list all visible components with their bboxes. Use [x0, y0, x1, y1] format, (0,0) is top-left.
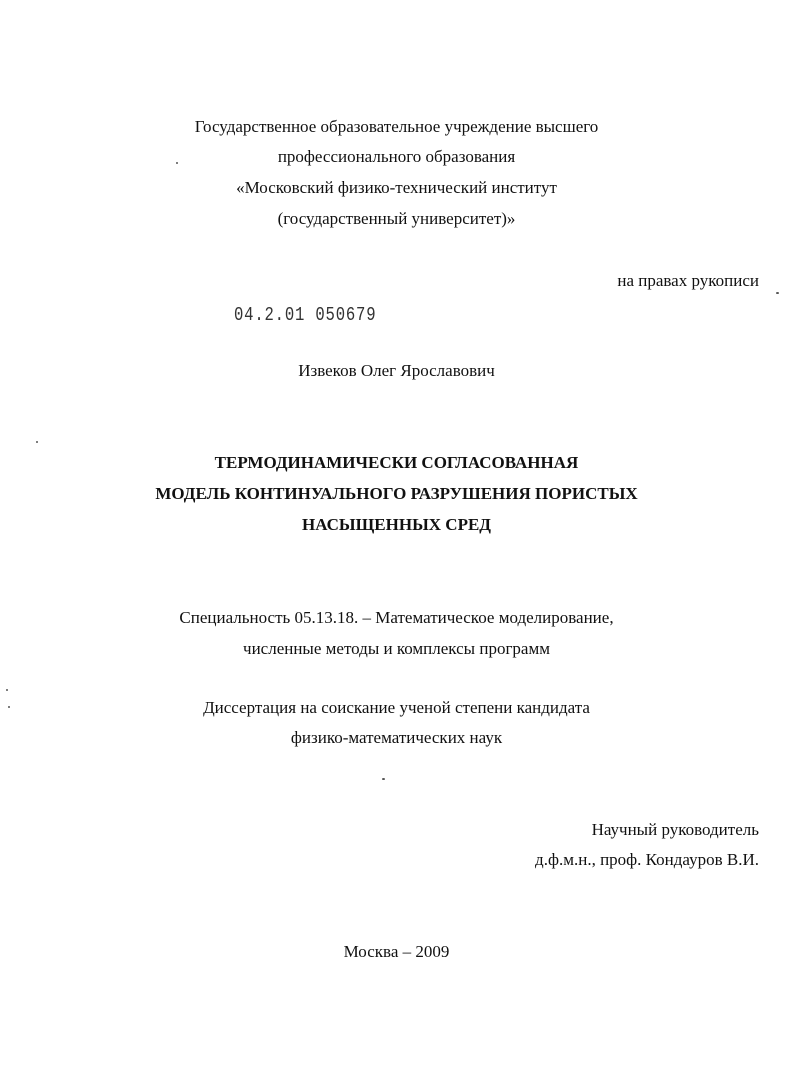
scan-speck: [36, 441, 38, 443]
specialty-line-2: численные методы и комплексы программ: [243, 639, 550, 658]
scan-speck: [6, 689, 8, 691]
title-line-3: НАСЫЩЕННЫХ СРЕД: [302, 515, 491, 534]
scan-speck: [8, 706, 10, 708]
institution-line-3: «Московский физико-технический институт: [236, 178, 557, 197]
author-name: Извеков Олег Ярославович: [298, 361, 495, 380]
title-line-1: ТЕРМОДИНАМИЧЕСКИ СОГЛАСОВАННАЯ: [214, 453, 579, 472]
supervisor-label: Научный руководитель: [591, 820, 759, 839]
institution-line-2: профессионального образования: [277, 147, 516, 166]
institution-line-1: Государственное образовательное учреждение высшего: [194, 117, 599, 136]
scan-speck: [176, 162, 178, 164]
supervisor-name: д.ф.м.н., проф. Кондауров В.И.: [535, 850, 759, 869]
title-line-2: МОДЕЛЬ КОНТИНУАЛЬНОГО РАЗРУШЕНИЯ ПОРИСТЫХ: [155, 484, 638, 503]
scan-speck: [776, 292, 779, 294]
scan-speck: [382, 778, 385, 780]
city-year: Москва – 2009: [343, 942, 450, 961]
degree-line-1: Диссертация на соискание ученой степени кандидата: [203, 698, 590, 717]
degree-line-2: физико-математических наук: [290, 728, 503, 747]
institution-line-4: (государственный университет)»: [277, 209, 516, 228]
manuscript-note: на правах рукописи: [617, 271, 759, 290]
specialty-line-1: Специальность 05.13.18. – Математическое моделирование,: [179, 608, 614, 627]
library-stamp-number: 04.2.01 050679: [234, 304, 377, 326]
